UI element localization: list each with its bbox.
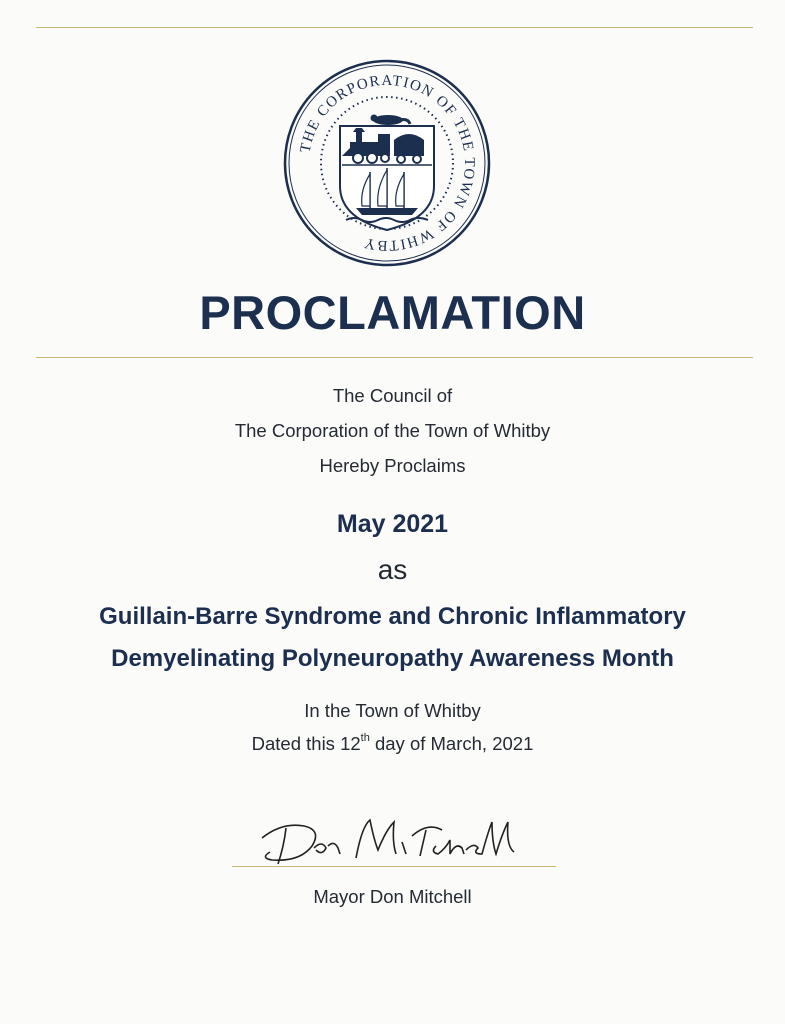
location-text: In the Town of Whitby xyxy=(304,700,481,721)
dated-ordinal: th xyxy=(360,731,370,744)
signature-line xyxy=(232,866,556,867)
page-title: PROCLAMATION xyxy=(199,286,586,339)
town-seal xyxy=(282,58,492,268)
event-title-line-1: Guillain-Barre Syndrome and Chronic Inflammatory xyxy=(99,603,686,630)
top-divider xyxy=(36,27,753,28)
title-divider xyxy=(36,357,753,358)
signatory-name: Mayor Don Mitchell xyxy=(313,886,472,907)
dated-prefix: Dated this 12 xyxy=(251,733,361,754)
intro-line-2: The Corporation of the Town of Whitby xyxy=(234,420,551,441)
intro-line-1: The Council of xyxy=(332,385,453,406)
dated-suffix: day of March, 2021 xyxy=(369,733,534,754)
event-title-line-2: Demyelinating Polyneuropathy Awareness Month xyxy=(111,645,674,672)
dated-text xyxy=(0,733,785,755)
mayor-signature xyxy=(252,812,532,874)
proclaimed-period: May 2021 xyxy=(336,510,449,538)
intro-line-3: Hereby Proclaims xyxy=(319,455,466,476)
seal-ring-text: THE CORPORATION OF THE TOWN OF WHITBY xyxy=(297,72,478,254)
connector-text: as xyxy=(377,554,408,585)
beaver-icon xyxy=(371,115,411,126)
